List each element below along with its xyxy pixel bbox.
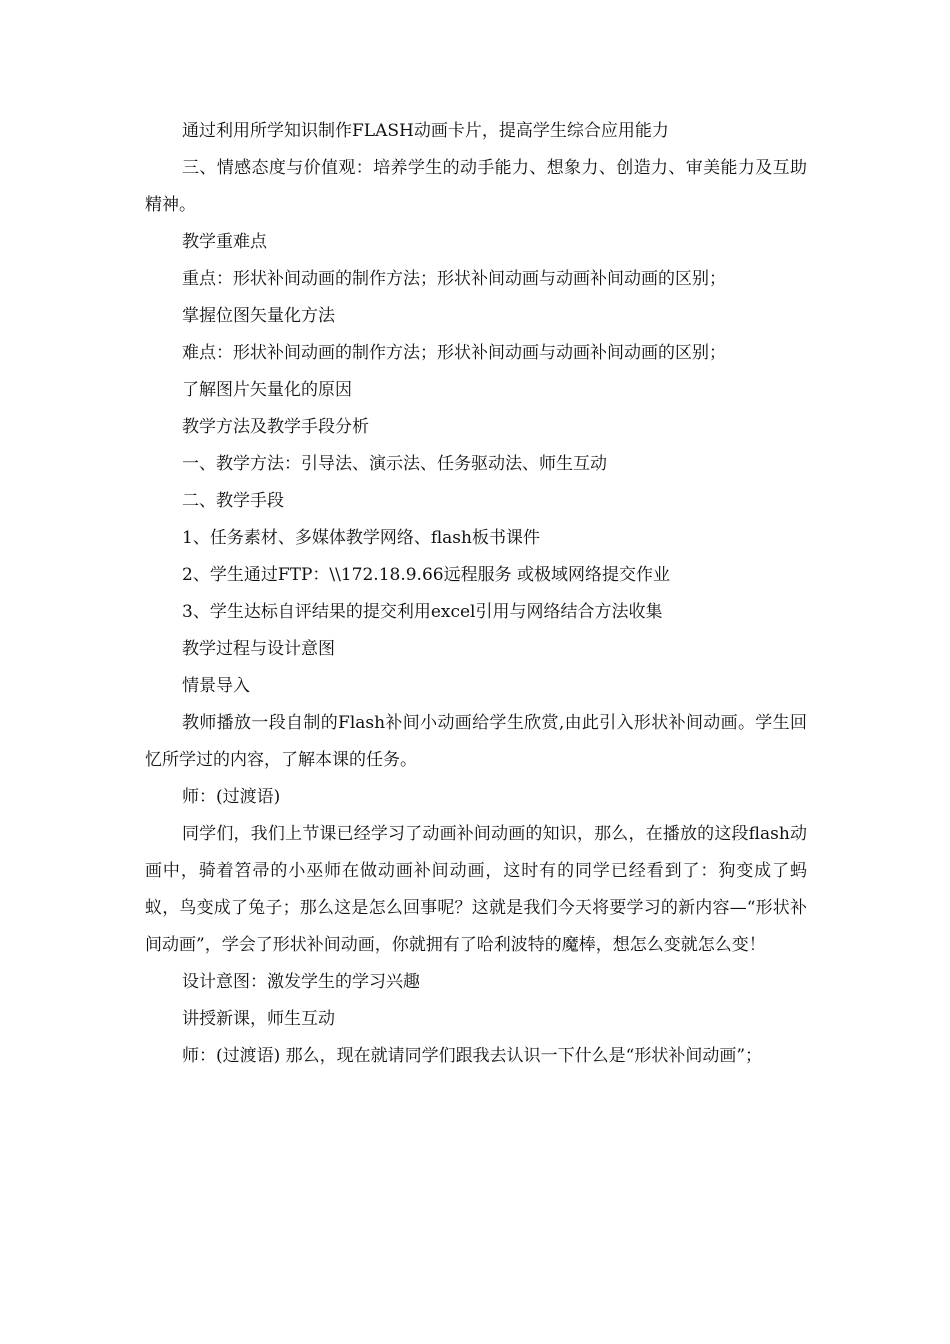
document-page [145,113,807,1075]
section-heading: 教学方法及教学手段分析 [182,417,369,437]
paragraph: 设计意图：激发学生的学习兴趣 [182,972,420,992]
paragraph: 重点：形状补间动画的制作方法；形状补间动画与动画补间动画的区别； [182,269,726,289]
paragraph: 同学们，我们上节课已经学习了动画补间动画的知识，那么，在播放的这段flash动画中，骑着笤帚的小巫师在做动画补间动画，这时有的同学已经看到了：狗变成了蚂蚁，鸟变成了兔子；那么这是怎么回事呢？这就是我们今天将要学习的新内容—“形状补间动画”，学会了形状补间动画，你就拥有了哈利波特的魔棒，想怎么变就怎么变！ [145,824,807,955]
list-item: 1、任务素材、多媒体教学网络、flash板书课件 [182,528,540,548]
paragraph: 一、教学方法：引导法、演示法、任务驱动法、师生互动 [182,454,607,474]
paragraph: 了解图片矢量化的原因 [182,380,352,400]
paragraph: 三、情感态度与价值观：培养学生的动手能力、想象力、创造力、审美能力及互助精神。 [145,158,807,215]
paragraph: 师：(过渡语) [182,787,281,807]
paragraph: 难点：形状补间动画的制作方法；形状补间动画与动画补间动画的区别； [182,343,726,363]
paragraph: 教师播放一段自制的Flash补间小动画给学生欣赏,由此引入形状补间动画。学生回忆所学过的内容，了解本课的任务。 [145,713,807,770]
section-heading: 讲授新课，师生互动 [182,1009,335,1029]
paragraph: 掌握位图矢量化方法 [182,306,335,326]
paragraph: 师：(过渡语) 那么，现在就请同学们跟我去认识一下什么是“形状补间动画”； [182,1046,763,1066]
paragraph: 通过利用所学知识制作FLASH动画卡片，提高学生综合应用能力 [182,121,669,141]
list-item: 3、学生达标自评结果的提交利用excel引用与网络结合方法收集 [182,602,663,622]
list-item: 2、学生通过FTP：\\172.18.9.66远程服务 或极域网络提交作业 [182,565,670,585]
section-heading: 情景导入 [182,676,250,696]
paragraph: 二、教学手段 [182,491,284,511]
section-heading: 教学重难点 [182,232,267,252]
section-heading: 教学过程与设计意图 [182,639,335,659]
